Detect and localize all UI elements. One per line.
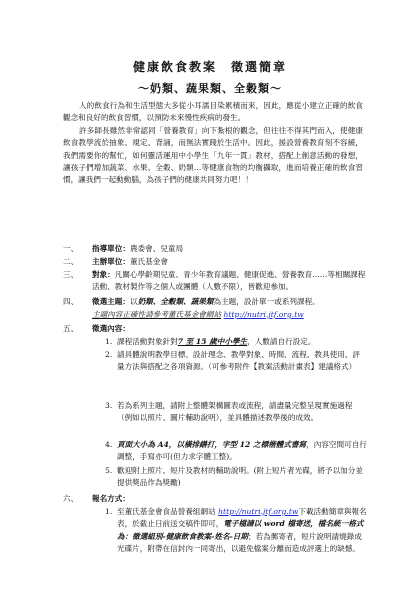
section-text: 農委會、兒童局 xyxy=(129,244,184,253)
section-number: 六、 xyxy=(63,494,79,503)
section-label: 對象： xyxy=(92,270,115,279)
document-title: 健康飲食教案 徵選簡章 xyxy=(132,60,287,74)
signup-item: 1. 至董氏基金會食品營養組網站 http://nutri.jtf.org.tw下載活動簡章與報名表，於截止日前送交稿件即可，電子檔請以 word 檔寄送，檔名統一格式為：徵選組別-健康飲食教案-姓名-日期；若為郵寄者，短片說明請燒錄成光碟片，附帶在信封內一同寄出，以避免檔案分離而造成評選上的缺憾。 xyxy=(105,507,367,554)
intro-section xyxy=(63,100,363,187)
section-number: 一、 xyxy=(63,244,79,253)
content-item: 4. 頁面大小為 A4，以橫排繕打，字型 12 之標楷體式書寫，內容空間可自行調整，手寫亦可(但力求字體工整)。 xyxy=(105,440,367,462)
email-format-emphasis: 電子檔請以 word 檔寄送，檔名統一格式為：徵選組別-健康飲食教案-姓名-日期 xyxy=(117,519,364,541)
section-number: 五、 xyxy=(63,324,79,333)
section-text: 董氏基金會 xyxy=(129,257,168,266)
section-theme: 徵選主題：以奶類、全穀類、蔬果類為主題，設計單一或系列課程。 xyxy=(92,297,320,306)
theme-note-text: 主題內容正確性請參考董氏基金會網站 xyxy=(92,310,222,319)
section-number: 四、 xyxy=(63,297,79,306)
section-number: 二、 xyxy=(63,257,79,266)
section-number: 三、 xyxy=(63,270,79,279)
theme-note xyxy=(92,309,372,321)
theme-emphasis: 奶類、全穀類、蔬果類 xyxy=(137,297,214,306)
intro-paragraph-2: 許多師長雖然非常認同「營養教育」向下紮根的觀念，但往往不得其門而入，使健康飲食教學流於抽象、規定、背誦，而無法實踐於生活中。因此，援設營養教育刻不容緩，我們需要你的幫忙，如何靈活運用中小學生「九年一貫」教材，搭配上創意活動的發想，讓孩子們增加蔬菜、水果、全穀、奶類…等健康食物的均衡攝取，進而培養正確的飲食習慣，讓我們一起動動腦，為孩子們的健康共同努力吧！！ xyxy=(63,125,363,185)
section-audience xyxy=(92,269,372,294)
document-subtitle: 〜奶類、蔬果類、全穀類〜 xyxy=(138,82,282,95)
content-item: 2. 請具體說明教學目標、設計理念、教學對象、時間、流程、教具使用、評量方法與搭配之各項資源。（可參考附件【教案活動計畫表】建議格式） xyxy=(105,350,360,372)
nutri-download-link[interactable]: http://nutri.jtf.org.tw xyxy=(218,507,299,516)
section-label: 徵選內容： xyxy=(92,324,130,333)
content-item: 3. 若為系列主題，請附上整體架構圖表或流程，請盡量完整呈現實施過程（例如以照片、圖片輔助說明），並具體描述教學後的成效。 xyxy=(105,401,353,423)
section-label: 報名方式： xyxy=(92,494,130,503)
format-emphasis: 頁面大小為 A4，以橫排繕打，字型 12 之標楷體式書寫 xyxy=(117,440,307,449)
age-range-emphasis: 7 至 15 歲中小學生 xyxy=(177,337,248,346)
section-label: 指導單位： xyxy=(92,244,130,253)
section-label: 徵選主題： xyxy=(92,297,130,306)
intro-paragraph-1: 人的飲食行為和生活型態大多從小耳濡目染累積而來，因此，應從小建立正確的飲食觀念和良好的飲食習慣，以預防未來慢性疾病的發生。 xyxy=(63,101,363,123)
nutri-website-link[interactable]: http://nutri.jtf.org.tw xyxy=(223,310,304,319)
section-label: 主辦單位： xyxy=(92,257,130,266)
content-item: 5. 歡迎附上照片、短片及教材的輔助說明。(附上短片者光碟，將予以加分並提供獎品作為獎勵) xyxy=(105,466,363,488)
content-item: 1. 課程活動對象針對7 至 15 歲中小學生，人數請自行設定。 xyxy=(105,337,316,346)
section-text: 凡關心學齡期兒童、青少年教育議題、健康促進、營養教育……等相關課程活動、教材製作等之個人或團體（人數不限），皆歡迎參加。 xyxy=(92,270,366,292)
